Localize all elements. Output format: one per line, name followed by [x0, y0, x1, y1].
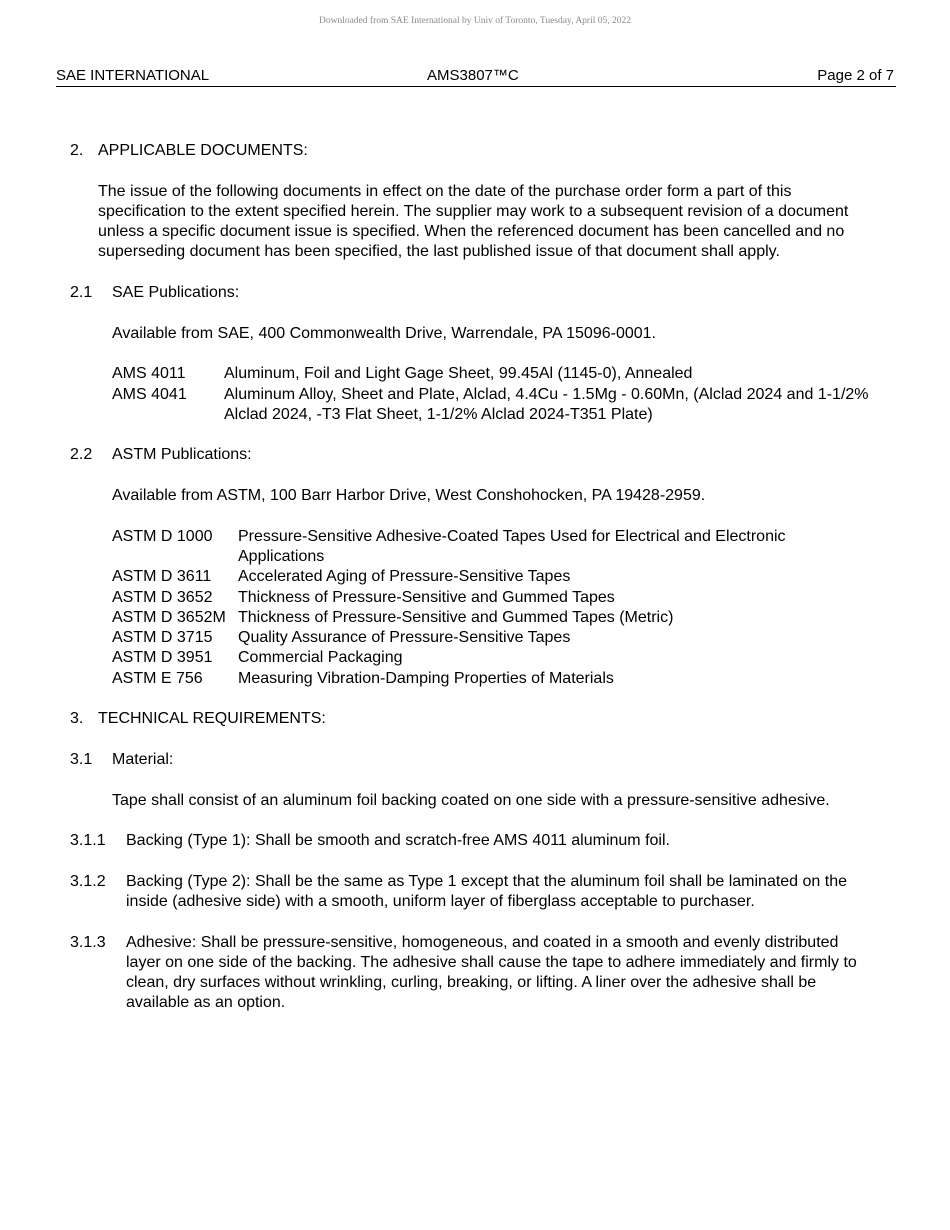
download-watermark: Downloaded from SAE International by Univ of Toronto, Tuesday, April 05, 2022 — [318, 16, 631, 26]
reference-code: AMS 4041 — [112, 385, 187, 403]
section-text: Backing (Type 2): Shall be the same as Type 1 except that the aluminum foil shall be laminated on the inside (adhesive side) with a smooth, uniform layer of fiberglass acceptable to purchaser. — [126, 872, 848, 910]
reference-code: ASTM D 3611 — [112, 568, 212, 586]
section-title: Material: — [112, 750, 174, 768]
reference-item — [112, 669, 870, 689]
section-title: APPLICABLE DOCUMENTS: — [98, 142, 308, 159]
reference-code: ASTM D 3951 — [112, 649, 213, 667]
reference-title: Aluminum Alloy, Sheet and Plate, Alclad, 4.4Cu - 1.5Mg - 0.60Mn, (Alclad 2024 and 1-1/2% Alclad 2024, -T3 Flat Sheet, 1-1/2% Alclad 2024-T351 Plate) — [224, 385, 869, 423]
reference-item — [112, 364, 870, 384]
reference-title: Accelerated Aging of Pressure-Sensitive Tapes — [238, 568, 571, 586]
section-3-1-paragraph: Tape shall consist of an aluminum foil backing coated on one side with a pressure-sensitive adhesive. — [112, 791, 830, 809]
section-2-heading — [70, 141, 870, 161]
section-number: 3.1.1 — [70, 832, 106, 850]
header-document-id: AMS3807™C — [427, 67, 519, 84]
reference-item — [112, 567, 870, 587]
reference-item — [112, 588, 870, 608]
reference-code: ASTM D 1000 — [112, 527, 213, 545]
reference-item — [112, 527, 870, 568]
section-3-1-heading — [70, 750, 870, 770]
section-number: 2.1 — [70, 284, 93, 302]
section-2-1-heading — [70, 283, 870, 303]
reference-code: AMS 4011 — [112, 365, 186, 383]
section-number: 3. — [70, 710, 84, 728]
section-3-1-3 — [70, 933, 870, 1014]
section-3-1-2 — [70, 872, 870, 913]
section-number: 3.1.2 — [70, 872, 106, 890]
section-number: 3.1 — [70, 750, 93, 768]
astm-availability: Available from ASTM, 100 Barr Harbor Drive, West Conshohocken, PA 19428-2959. — [112, 487, 706, 505]
reference-title: Quality Assurance of Pressure-Sensitive Tapes — [238, 629, 571, 647]
reference-title: Pressure-Sensitive Adhesive-Coated Tapes Used for Electrical and Electronic Applications — [238, 527, 786, 565]
reference-title: Aluminum, Foil and Light Gage Sheet, 99.45Al (1145-0), Annealed — [224, 365, 693, 383]
reference-code: ASTM D 3652M — [112, 608, 226, 626]
reference-title: Thickness of Pressure-Sensitive and Gummed Tapes (Metric) — [238, 608, 674, 626]
section-title: SAE Publications: — [112, 284, 240, 302]
reference-item — [112, 648, 870, 668]
header-publisher: SAE INTERNATIONAL — [56, 67, 210, 84]
section-2-2-heading — [70, 445, 870, 465]
reference-item — [112, 608, 870, 628]
header-page-number: Page 2 of 7 — [817, 67, 894, 84]
section-title: TECHNICAL REQUIREMENTS: — [98, 710, 326, 728]
section-title: ASTM Publications: — [112, 446, 252, 464]
reference-code: ASTM E 756 — [112, 669, 203, 687]
section-3-heading — [70, 709, 870, 729]
section-2-paragraph: The issue of the following documents in effect on the date of the purchase order form a part of this specification to the extent specified herein. The supplier may work to a subsequent revision of a document unless a specific document issue is specified. When the referenced document has been cancelled and no superseding document has been specified, the last published issue of that document shall apply. — [98, 182, 849, 261]
document-body — [70, 141, 870, 1014]
section-number: 3.1.3 — [70, 933, 106, 951]
reference-item — [112, 385, 870, 426]
sae-availability: Available from SAE, 400 Commonwealth Drive, Warrendale, PA 15096-0001. — [112, 324, 656, 342]
reference-code: ASTM D 3715 — [112, 629, 213, 647]
section-3-1-1 — [70, 831, 870, 851]
reference-code: ASTM D 3652 — [112, 588, 213, 606]
reference-item — [112, 628, 870, 648]
section-text: Backing (Type 1): Shall be smooth and scratch-free AMS 4011 aluminum foil. — [126, 832, 670, 850]
reference-title: Thickness of Pressure-Sensitive and Gummed Tapes — [238, 588, 615, 606]
reference-title: Measuring Vibration-Damping Properties of Materials — [238, 669, 614, 687]
section-number: 2.2 — [70, 446, 93, 464]
reference-title: Commercial Packaging — [238, 649, 403, 667]
section-number: 2. — [70, 142, 84, 159]
page-header — [56, 66, 896, 87]
section-text: Adhesive: Shall be pressure-sensitive, homogeneous, and coated in a smooth and evenly distributed layer on one side of the backing. The adhesive shall cause the tape to adhere immediately and firmly to clean, dry surfaces without wrinkling, curling, breaking, or lifting. A liner over the adhesive shall be available as an option. — [126, 933, 857, 1012]
